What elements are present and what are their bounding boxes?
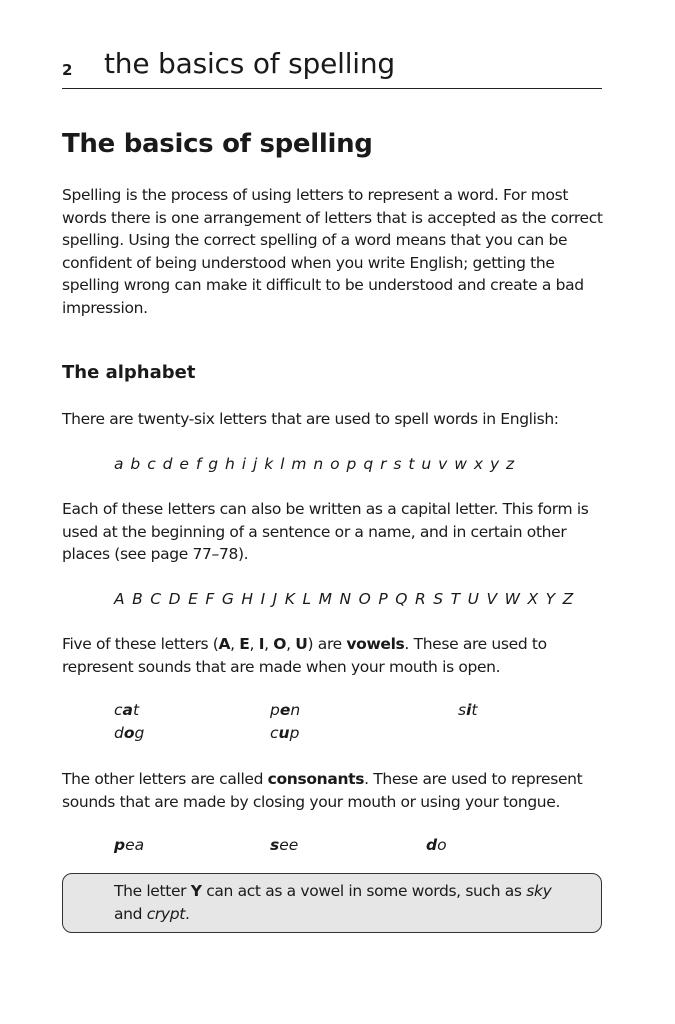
example-part: t — [133, 701, 140, 719]
note-box — [62, 873, 602, 933]
consonants-text-before: The other letters are called — [62, 770, 268, 788]
note-example-sky: sky — [526, 882, 552, 900]
example-highlight: a — [122, 701, 133, 719]
capitals-paragraph: Each of these letters can also be written as a capital letter. This form is used at the beginning of a sentence or a name, and in certain other places (see page 77–78). — [62, 500, 589, 563]
example-part: d — [114, 724, 124, 742]
vowels-text-before: Five of these letters ( — [62, 635, 219, 653]
vowels-paragraph: Five of these letters (A, E, I, O, U) are vowels. These are used to represent sounds that are made when your mouth is open. — [62, 635, 547, 676]
note-letter: Y — [190, 882, 202, 900]
vowel-letter: O — [273, 635, 287, 653]
example-highlight: u — [278, 724, 290, 742]
vowel-letter: I — [258, 635, 265, 653]
example-part: c — [114, 701, 123, 719]
note-text-middle: can act as a vowel in some words, such as — [201, 882, 527, 900]
example-highlight: e — [279, 701, 291, 719]
example-highlight: s — [270, 836, 280, 854]
page-number: 2 — [62, 61, 73, 79]
chapter-title: The basics of spelling — [62, 129, 373, 159]
note-text-before: The letter — [114, 882, 191, 900]
note-text — [114, 880, 584, 925]
consonants-paragraph — [62, 768, 607, 813]
alphabet-intro: There are twenty-six letters that are used to spell words in English: — [62, 410, 559, 428]
example-part: o — [437, 836, 447, 854]
running-head — [62, 44, 602, 88]
intro-paragraph: Spelling is the process of using letters to represent a word. For most words there is one arrangement of letters that is accepted as the correct spelling. Using the correct spelling of a word means that you can be confident of being understood when you write English; getting the spelling wrong can make it difficult to be understood and create a bad impression. — [62, 186, 603, 317]
vowel-example-cat — [114, 701, 139, 719]
consonant-example-pea — [114, 836, 144, 854]
running-title: the basics of spelling — [104, 47, 395, 80]
example-highlight: p — [114, 836, 126, 854]
example-part: p — [289, 724, 300, 742]
example-part: s — [458, 701, 467, 719]
consonant-example-do — [426, 836, 447, 854]
vowel-letter: U — [295, 635, 308, 653]
note-text-and: and — [114, 904, 147, 923]
example-part: g — [134, 724, 145, 742]
example-part: n — [290, 701, 301, 719]
example-part: t — [471, 701, 478, 719]
section-title-alphabet: The alphabet — [62, 362, 196, 383]
uppercase-alphabet: A B C D E F G H I J K L M N O P Q R S T U V W X Y Z — [114, 590, 575, 608]
example-highlight: d — [426, 836, 438, 854]
consonant-example-see — [270, 836, 298, 854]
example-highlight: o — [123, 724, 135, 742]
vowel-letter: E — [239, 635, 250, 653]
vowels-term: vowels — [346, 635, 405, 653]
vowels-text-middle: ) are — [307, 635, 347, 653]
consonants-term: consonants — [267, 770, 365, 788]
consonants-text-after: . These are used to represent sounds that are made by closing your mouth or using your tongue. — [62, 770, 583, 811]
example-part: ea — [125, 836, 145, 854]
vowel-example-pen — [270, 701, 300, 719]
example-part: c — [270, 724, 279, 742]
example-part: ee — [279, 836, 299, 854]
lowercase-alphabet: a b c d e f g h i j k l m n o p q r s t u v w x y z — [114, 455, 515, 473]
vowel-letter: A — [218, 635, 231, 653]
note-example-crypt: crypt — [146, 904, 185, 923]
vowel-example-sit — [458, 701, 477, 719]
example-highlight: i — [466, 701, 472, 719]
vowel-example-dog — [114, 724, 144, 742]
vowels-text-after: . These are used to represent sounds that are made when your mouth is open. — [62, 635, 547, 676]
note-text-end: . — [184, 904, 190, 923]
header-rule — [62, 88, 602, 89]
example-part: p — [270, 701, 280, 719]
vowel-example-cup — [270, 724, 299, 742]
